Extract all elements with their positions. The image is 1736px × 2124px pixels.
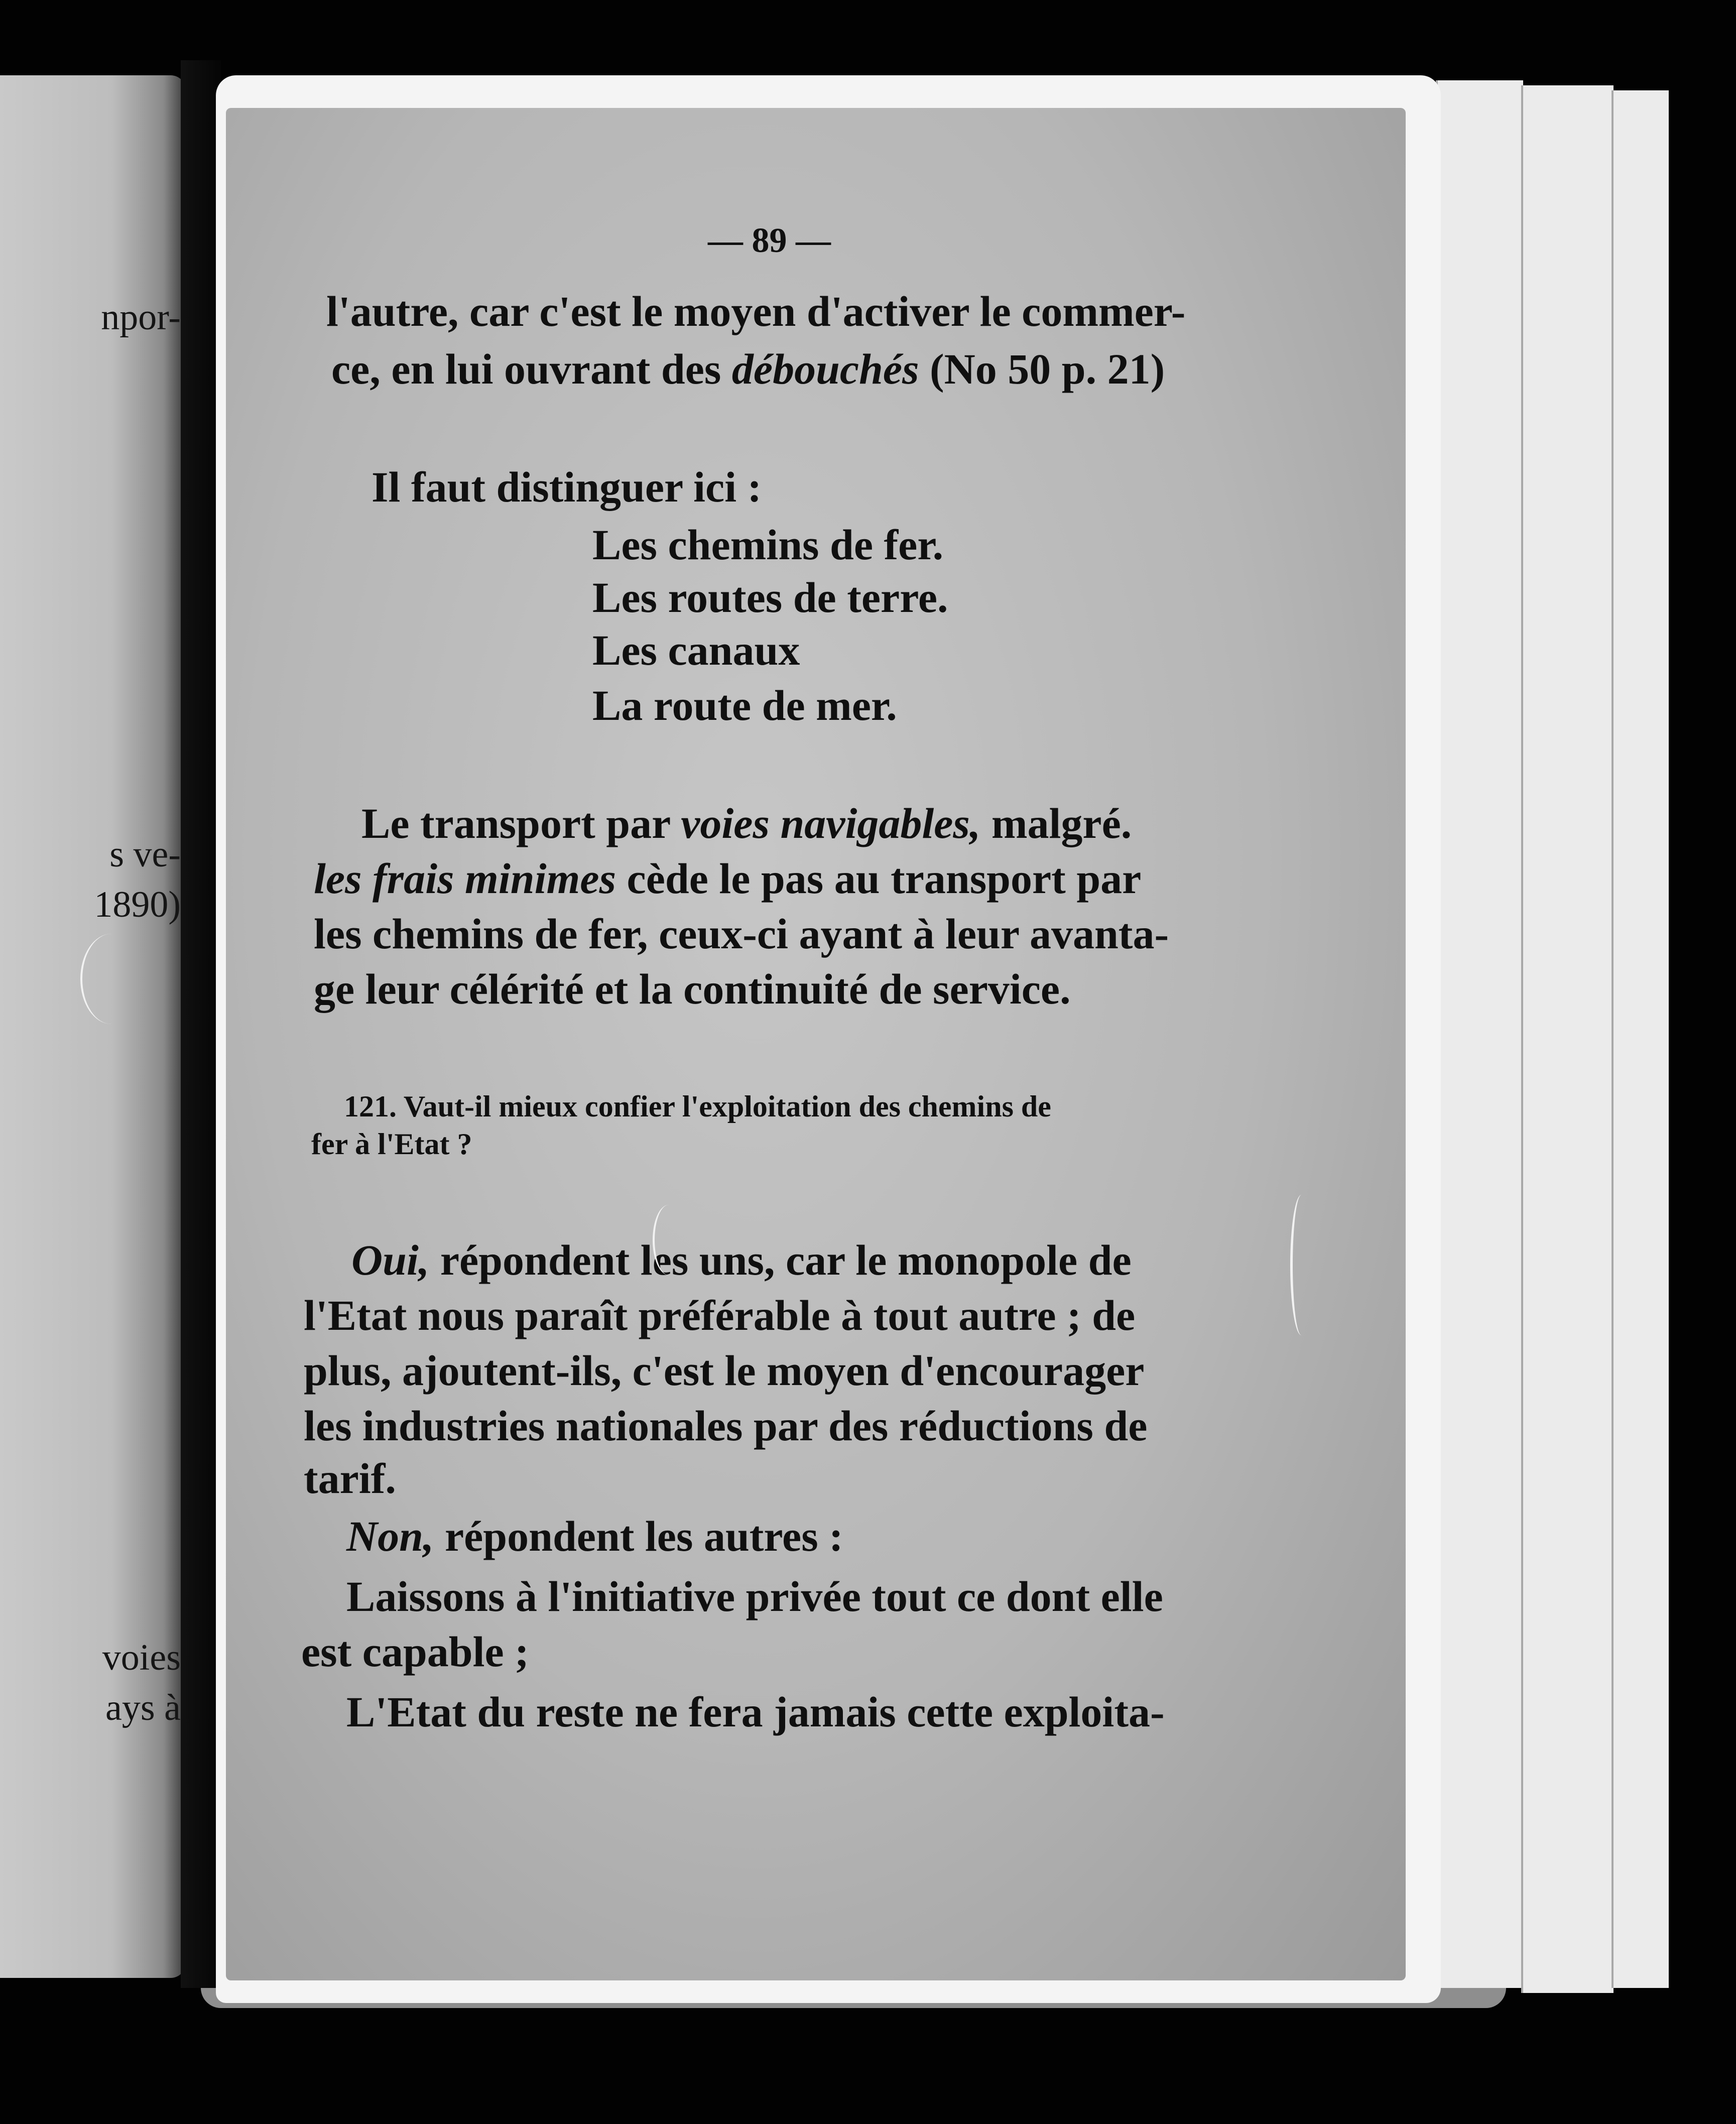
list-item: Les chemins de fer. xyxy=(592,521,944,569)
text-span: répondent les uns, car le monopole de xyxy=(429,1236,1132,1284)
film-scratch xyxy=(653,1205,685,1275)
left-facing-page xyxy=(0,75,186,1978)
question-line: fer à l'Etat ? xyxy=(311,1128,472,1161)
left-page-fragment: ays à xyxy=(105,1687,181,1728)
page-edge xyxy=(1436,80,1523,1988)
paragraph-line xyxy=(314,853,1141,904)
paragraph-line: tarif. xyxy=(304,1454,396,1503)
italic-text: les frais minimes xyxy=(314,854,616,903)
paragraph-line: l'Etat nous paraît préférable à tout autre ; de xyxy=(304,1291,1136,1339)
text-span: répondent les autres : xyxy=(434,1512,843,1560)
paragraph-line: les industries nationales par des réductions de xyxy=(304,1402,1148,1450)
paragraph-line: L'Etat du reste ne fera jamais cette exploita- xyxy=(346,1688,1165,1736)
text-span: ce, en lui ouvrant des xyxy=(331,345,732,393)
text-span: malgré. xyxy=(980,799,1132,847)
paragraph-line: plus, ajoutent-ils, c'est le moyen d'encourager xyxy=(304,1346,1145,1395)
list-intro: Il faut distinguer ici : xyxy=(371,463,762,511)
list-item: La route de mer. xyxy=(592,681,897,729)
paragraph-line xyxy=(351,1235,1132,1285)
italic-text: Oui, xyxy=(351,1236,430,1284)
question-line: 121. Vaut-il mieux confier l'exploitation des chemins de xyxy=(344,1090,1051,1123)
paragraph-line: l'autre, car c'est le moyen d'activer le commer- xyxy=(326,287,1186,335)
film-scratch xyxy=(80,934,143,1024)
film-scratch xyxy=(1290,1195,1313,1335)
italic-text: voies navigables, xyxy=(681,799,981,847)
paragraph-line xyxy=(361,798,1132,848)
page-edge xyxy=(1611,90,1669,1988)
paragraph-line: les chemins de fer, ceux-ci ayant à leur avanta- xyxy=(314,910,1169,958)
italic-text: Non, xyxy=(346,1512,434,1560)
left-page-fragment: 1890) xyxy=(94,884,181,925)
paragraph-line: ge leur célérité et la continuité de service. xyxy=(314,965,1071,1013)
page-number: — 89 — xyxy=(708,221,831,260)
paragraph-line xyxy=(346,1511,843,1561)
text-span: (No 50 p. 21) xyxy=(919,345,1165,393)
paragraph-line xyxy=(331,344,1165,394)
page-edge xyxy=(1521,85,1614,1993)
left-page-fragment: s ve- xyxy=(109,834,181,875)
italic-text: débouchés xyxy=(731,345,919,393)
paragraph-line: est capable ; xyxy=(301,1628,529,1676)
list-item: Les routes de terre. xyxy=(592,573,948,621)
text-span: cède le pas au transport par xyxy=(616,854,1142,903)
list-item: Les canaux xyxy=(592,626,800,674)
paragraph-line: Laissons à l'initiative privée tout ce dont elle xyxy=(346,1572,1163,1620)
left-page-fragment: voies xyxy=(102,1637,181,1678)
text-span: Le transport par xyxy=(361,799,681,847)
left-page-fragment: npor- xyxy=(101,297,181,338)
book-gutter xyxy=(181,60,221,1988)
